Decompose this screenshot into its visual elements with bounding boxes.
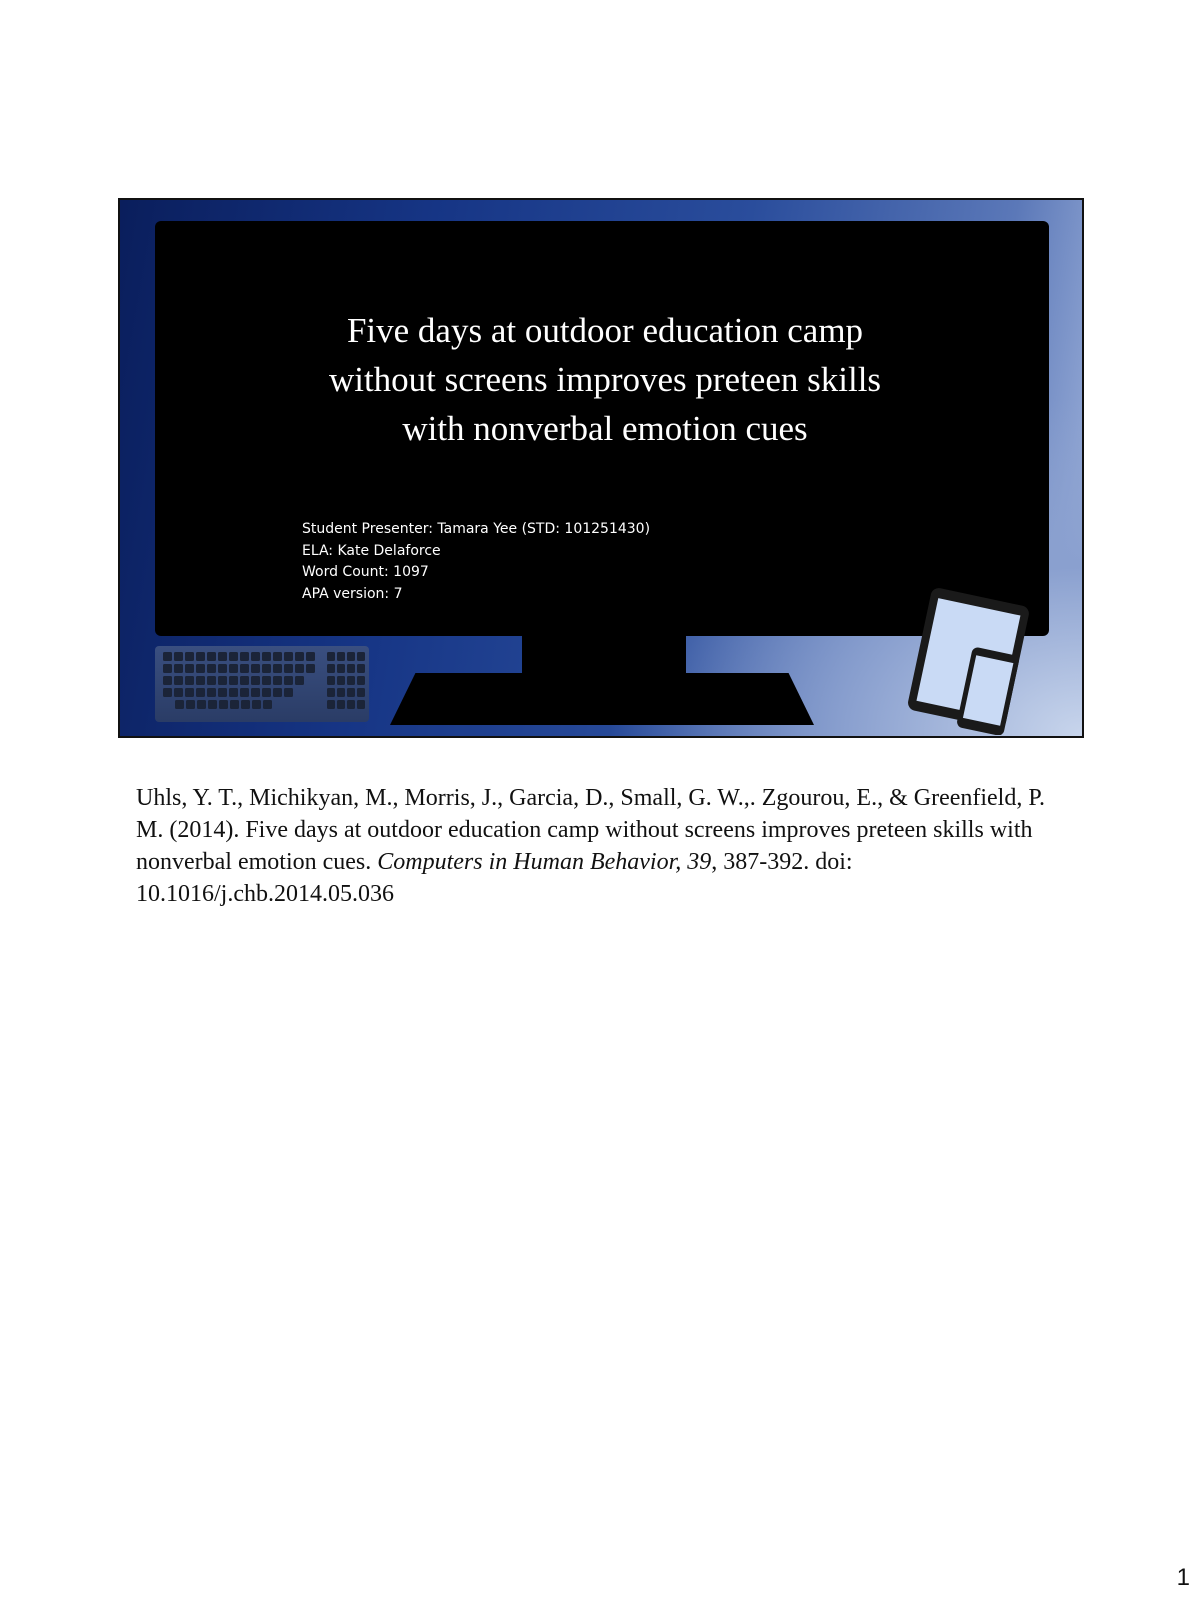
citation-pages-doi: , 387-392. doi: 10.1016/j.chb.2014.05.036 [136, 849, 853, 907]
keyboard-icon [155, 646, 369, 722]
monitor-base [390, 673, 814, 725]
presenter-info [302, 519, 650, 605]
title-slide [118, 198, 1084, 738]
ela-line: ELA: Kate Delaforce [302, 542, 441, 559]
citation-journal: Computers in Human Behavior, 39 [377, 849, 712, 875]
slide-title [225, 306, 985, 453]
apa-version-line: APA version: 7 [302, 585, 403, 602]
slide-title-line: without screens improves preteen skills [328, 360, 882, 399]
tablet-phone-icon [900, 585, 1030, 735]
slide-title-line: with nonverbal emotion cues [402, 409, 808, 448]
reference-citation [136, 782, 1066, 910]
presenter-line: Student Presenter: Tamara Yee (STD: 101251430) [302, 521, 651, 537]
monitor-neck [522, 634, 686, 674]
citation-authors: Uhls, Y. T., Michikyan, M., Morris, J., Garcia, D., Small, G. W.,. Zgourou, E., & Greenfield, P. M. (2014). Five days at outdoor education camp without screens improves preteen skills with nonverbal emotion cues. [136, 785, 1046, 875]
slide-title-line: Five days at outdoor education camp [346, 311, 864, 350]
monitor-screen [155, 221, 1049, 636]
word-count-line: Word Count: 1097 [302, 564, 429, 580]
page-number: 1 [1176, 1564, 1190, 1591]
